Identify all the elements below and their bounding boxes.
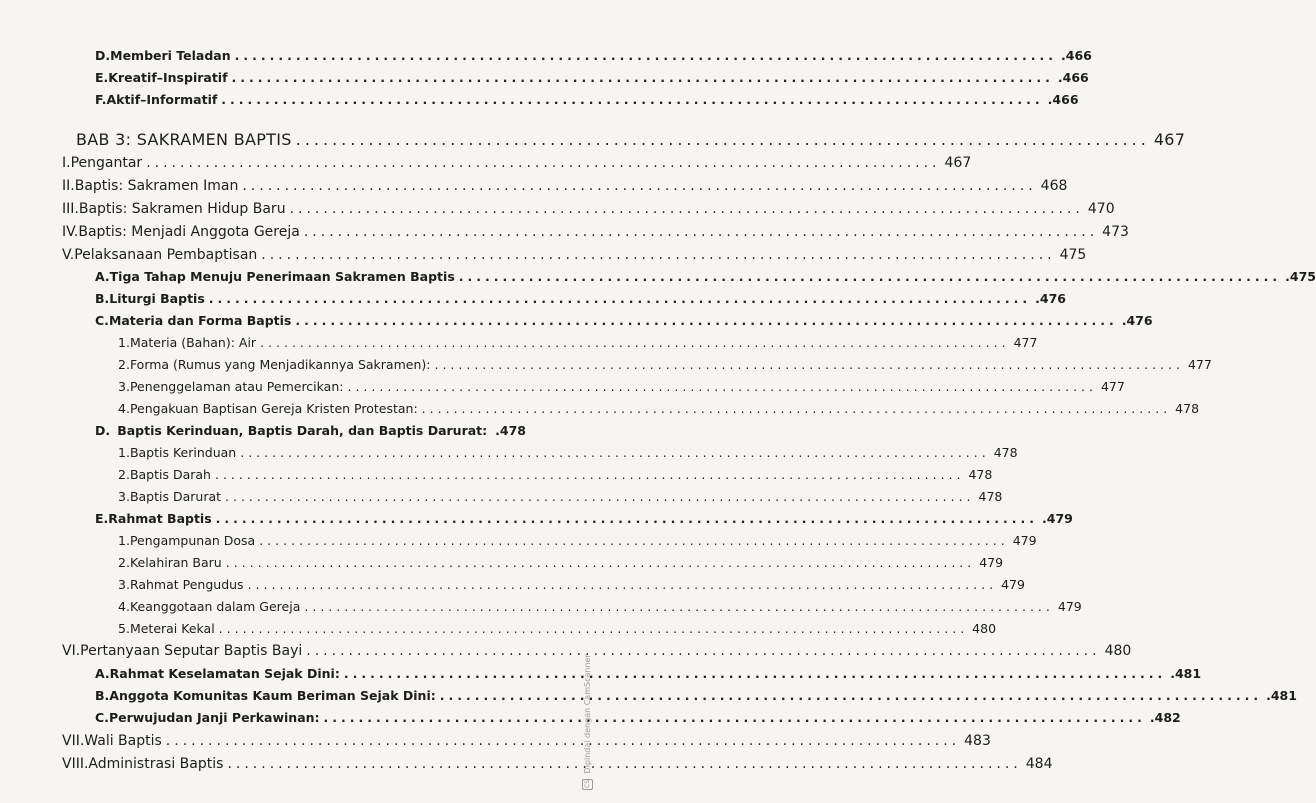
toc-row [95, 70, 1089, 85]
toc-page-number: .466 [1057, 70, 1089, 85]
toc-page-number: .481 [1266, 688, 1297, 703]
toc-number: III. [62, 201, 79, 217]
toc-leader: .............................................................................................. [165, 733, 961, 749]
toc-leader: .............................................................................................. [347, 379, 1097, 394]
toc-leader: .............................................................................................. [289, 201, 1084, 217]
toc-title: Forma (Rumus yang Menjadikannya Sakramen): [129, 357, 431, 372]
toc-number: VI. [62, 643, 81, 659]
toc-row [62, 247, 1087, 263]
toc-page-number: 473 [1102, 224, 1129, 240]
toc-row [95, 688, 1297, 703]
toc-page-number: 480 [972, 621, 997, 636]
toc-number: 1. [118, 335, 130, 350]
toc-page-number: 479 [1001, 577, 1025, 592]
toc-number: IV. [62, 224, 79, 240]
toc-leader: .............................................................................................. [323, 710, 1146, 725]
toc-number: C. [95, 710, 109, 725]
toc-leader: .............................................................................................. [221, 92, 1044, 107]
toc-number: A. [95, 666, 110, 681]
toc-number: E. [95, 70, 109, 85]
toc-leader: .............................................................................................. [231, 70, 1054, 85]
toc-page-number: 479 [1057, 599, 1082, 614]
toc-leader: .............................................................................................. [261, 247, 1056, 263]
toc-row [95, 269, 1316, 284]
toc-page-number: 477 [1187, 357, 1212, 372]
toc-number: V. [62, 247, 75, 263]
toc-page-number: 468 [1040, 178, 1068, 194]
toc-title: Pelaksanaan Pembaptisan [74, 247, 258, 263]
toc-row [118, 467, 993, 482]
toc-number: C. [95, 313, 109, 328]
toc-page-number: 470 [1087, 201, 1115, 217]
toc-title: Baptis: Sakramen Iman [74, 178, 239, 194]
toc-number: B. [95, 291, 110, 306]
toc-page-number: .476 [1121, 313, 1153, 328]
toc-page-number: 478 [978, 489, 1003, 504]
toc-number: 1. [118, 533, 130, 548]
toc-row [95, 666, 1202, 681]
toc-page-number: 477 [1100, 379, 1125, 394]
toc-leader: .............................................................................................. [259, 533, 1009, 548]
toc-number: 2. [118, 357, 130, 372]
toc-title: Rahmat Keselamatan Sejak Dini: [109, 666, 340, 681]
toc-title: Anggota Komunitas Kaum Beriman Sejak Dini: [109, 688, 436, 703]
toc-row [62, 643, 1132, 659]
toc-page-number: .478 [495, 423, 526, 438]
toc-row [62, 178, 1068, 194]
toc-row [95, 511, 1073, 526]
toc-number: VIII. [62, 756, 89, 772]
toc-row [95, 313, 1153, 328]
toc-title: Baptis: Sakramen Hidup Baru [78, 201, 286, 217]
scanner-watermark-text: Dipindai dengan CamScanner [583, 654, 592, 774]
chapter-page-number: 467 [1153, 130, 1186, 149]
toc-row [118, 533, 1037, 548]
toc-row [62, 756, 1053, 772]
toc-title: Aktif–Informatif [106, 92, 218, 107]
toc-title: Rahmat Pengudus [129, 577, 244, 592]
toc-title: Kreatif–Inspiratif [108, 70, 228, 85]
toc-title: Administrasi Baptis [88, 756, 224, 772]
toc-leader: .............................................................................................. [240, 445, 990, 460]
toc-row [118, 335, 1038, 350]
toc-leader: .............................................................................................. [421, 401, 1172, 416]
toc-row [62, 224, 1129, 240]
toc-row [118, 599, 1082, 614]
toc-title: Pengakuan Baptisan Gereja Kristen Protestan: [129, 401, 418, 416]
toc-row [95, 423, 526, 438]
camscanner-icon: CS [584, 780, 591, 789]
toc-number: 4. [118, 401, 130, 416]
toc-leader: .............................................................................................. [303, 224, 1099, 240]
toc-leader: .............................................................................................. [214, 467, 965, 482]
toc-leader: .............................................................................................. [146, 155, 941, 171]
toc-row [118, 379, 1125, 394]
toc-page-number: 467 [944, 155, 972, 171]
toc-page-number: .475 [1285, 269, 1316, 284]
toc-leader: .............................................................................................. [304, 599, 1054, 614]
toc-page-number: .466 [1061, 48, 1092, 63]
toc-leader: .............................................................................................. [343, 666, 1167, 681]
toc-leader: .............................................................................................. [260, 335, 1010, 350]
toc-row [118, 357, 1212, 372]
toc-row [95, 92, 1079, 107]
toc-page-number: 479 [979, 555, 1004, 570]
toc-row [95, 710, 1181, 725]
toc-number: D. [95, 48, 111, 63]
toc-row [118, 445, 1018, 460]
toc-row [62, 201, 1115, 217]
toc-number: 3. [118, 577, 130, 592]
toc-title: Memberi Teladan [110, 48, 231, 63]
toc-page-number: 475 [1059, 247, 1087, 263]
toc-leader: .............................................................................................. [247, 577, 998, 592]
toc-leader: .............................................................................................. [225, 555, 976, 570]
toc-row [118, 577, 1025, 592]
toc-number: D. [95, 423, 111, 438]
toc-row [118, 401, 1200, 416]
toc-number: II. [62, 178, 75, 194]
toc-title: Kelahiran Baru [129, 555, 222, 570]
toc-leader: .............................................................................................. [227, 756, 1022, 772]
toc-title: Rahmat Baptis [108, 511, 212, 526]
toc-leader: .............................................................................................. [215, 511, 1039, 526]
toc-title: Meterai Kekal [129, 621, 215, 636]
toc-number: F. [95, 92, 107, 107]
toc-number: 4. [118, 599, 130, 614]
toc-number: I. [62, 155, 71, 171]
toc-leader: .............................................................................................. [225, 489, 975, 504]
toc-title: Materia (Bahan): Air [129, 335, 257, 350]
toc-page-number: 478 [993, 445, 1018, 460]
toc-page-number: 480 [1104, 643, 1132, 659]
toc-title: Baptis Darah [129, 467, 211, 482]
toc-leader: .............................................................................................. [208, 291, 1032, 306]
toc-number: E. [95, 511, 109, 526]
toc-row [62, 155, 972, 171]
chapter-heading [76, 130, 1186, 149]
toc-number: 1. [118, 445, 130, 460]
toc-page-number: .481 [1170, 666, 1202, 681]
toc-page-number: .482 [1149, 710, 1181, 725]
toc-title: Pengantar [70, 155, 143, 171]
toc-leader: .............................................................................................. [439, 688, 1263, 703]
toc-title: Baptis Kerinduan [129, 445, 237, 460]
toc-number: 3. [118, 379, 130, 394]
toc-leader: .............................................................................................. [458, 269, 1282, 284]
toc-number: 2. [118, 467, 130, 482]
toc-title: Wali Baptis [84, 733, 162, 749]
toc-number: B. [95, 688, 110, 703]
toc-row [95, 291, 1066, 306]
chapter-title: BAB 3: SAKRAMEN BAPTIS [76, 130, 292, 149]
toc-title: Penenggelaman atau Pemercikan: [129, 379, 344, 394]
toc-row [118, 621, 997, 636]
toc-page-number: .476 [1035, 291, 1066, 306]
toc-row [118, 555, 1004, 570]
toc-page-number: .466 [1047, 92, 1079, 107]
toc-number: 5. [118, 621, 130, 636]
toc-leader: .............................................................................................. [295, 130, 1150, 149]
toc-leader: .............................................................................................. [234, 48, 1058, 63]
toc-page-number: 478 [1175, 401, 1200, 416]
toc-page-number: 483 [964, 733, 991, 749]
toc-title: Pengampunan Dosa [129, 533, 256, 548]
toc-number: 2. [118, 555, 130, 570]
toc-title: Tiga Tahap Menuju Penerimaan Sakramen Baptis [109, 269, 455, 284]
toc-title: Liturgi Baptis [109, 291, 205, 306]
toc-row [95, 48, 1092, 63]
toc-leader: .............................................................................................. [242, 178, 1037, 194]
toc-title: Baptis Darurat [129, 489, 222, 504]
toc-leader: .............................................................................................. [295, 313, 1118, 328]
toc-title: Perwujudan Janji Perkawinan: [108, 710, 320, 725]
toc-leader: .............................................................................................. [218, 621, 969, 636]
toc-number: 3. [118, 489, 130, 504]
toc-row [62, 733, 991, 749]
toc-title: Baptis: Menjadi Anggota Gereja [78, 224, 300, 240]
toc-page-number: 478 [968, 467, 993, 482]
toc-title: Materia dan Forma Baptis [108, 313, 292, 328]
toc-page-number: .479 [1042, 511, 1073, 526]
toc-title: Pertanyaan Seputar Baptis Bayi [80, 643, 303, 659]
toc-number: A. [95, 269, 110, 284]
toc-page-number: 477 [1013, 335, 1038, 350]
toc-leader: .............................................................................................. [306, 643, 1101, 659]
toc-row [118, 489, 1003, 504]
scanner-watermark [582, 640, 594, 790]
toc-number: VII. [62, 733, 85, 749]
toc-title: Baptis Kerinduan, Baptis Darah, dan Baptis Darurat: [117, 423, 488, 438]
toc-title: Keanggotaan dalam Gereja [129, 599, 301, 614]
toc-page-number: 479 [1012, 533, 1037, 548]
toc-page-number: 484 [1025, 756, 1053, 772]
toc-leader: .............................................................................................. [434, 357, 1184, 372]
